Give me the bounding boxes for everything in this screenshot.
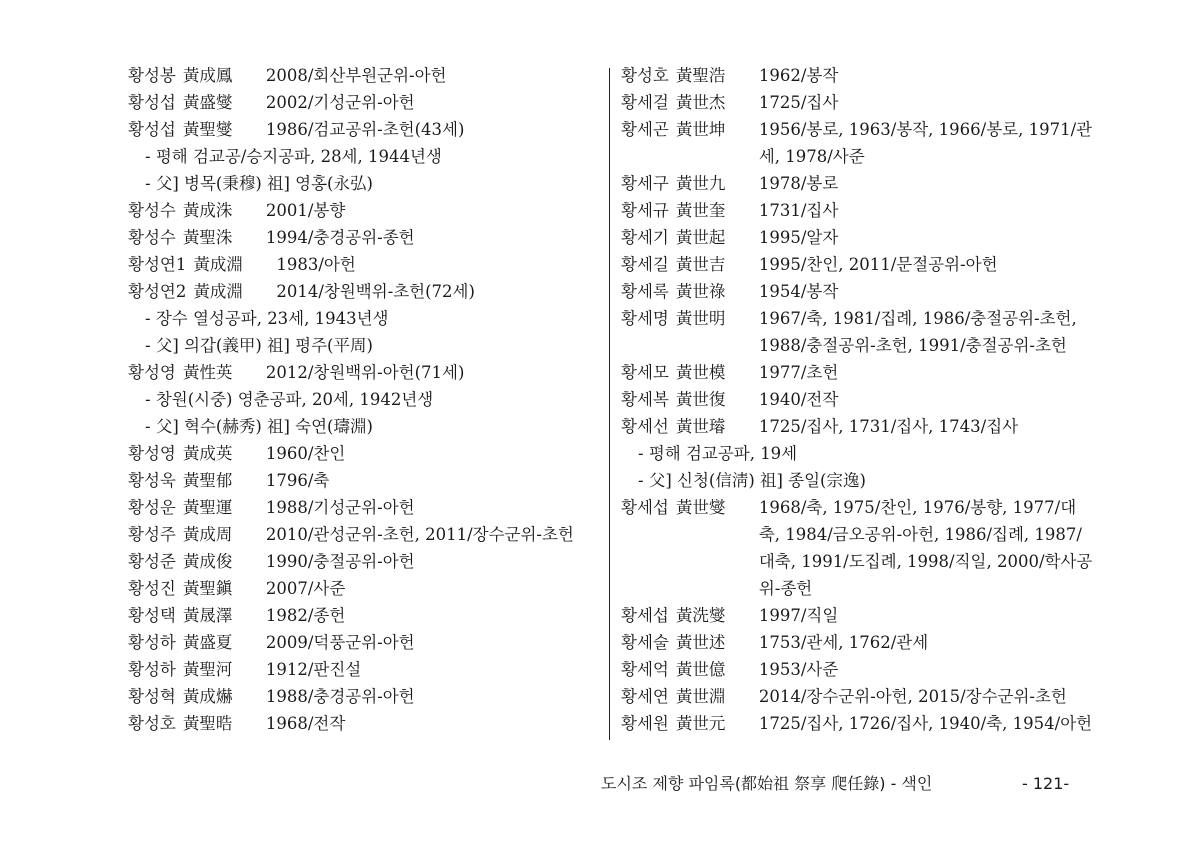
index-entry xyxy=(621,386,1096,413)
entry-hanja: 黃成周 xyxy=(182,525,233,544)
entry-hanja: 黃洗燮 xyxy=(675,606,726,625)
entry-name: 황성연1 xyxy=(128,255,187,274)
index-entry xyxy=(621,170,1096,197)
index-entry xyxy=(621,251,1096,278)
entry-record: 1994/충경공위-종헌 xyxy=(265,228,415,247)
entry-record: 1753/관세, 1762/관세 xyxy=(758,633,929,652)
entry-record: 1725/집사 xyxy=(758,93,839,112)
entry-hanja: 黃聖洙 xyxy=(182,228,233,247)
index-entry xyxy=(128,710,598,737)
index-entry xyxy=(128,278,598,305)
index-entry xyxy=(128,521,598,548)
entry-record: 1960/찬인 xyxy=(265,444,346,463)
entry-name: 황성연2 xyxy=(128,282,187,301)
index-entry xyxy=(128,197,598,224)
entry-hanja: 黃世杰 xyxy=(675,93,726,112)
index-entry xyxy=(128,602,598,629)
entry-name: 황성운 xyxy=(128,498,176,517)
entry-record: 2001/봉향 xyxy=(265,201,346,220)
entry-name: 황성주 xyxy=(128,525,176,544)
index-entry xyxy=(621,89,1096,116)
entry-record: 1968/전작 xyxy=(265,714,346,733)
index-entry xyxy=(128,224,598,251)
entry-hanja: 黃聖燮 xyxy=(182,120,233,139)
entry-record: 1725/집사, 1731/집사, 1743/집사 xyxy=(758,417,1019,436)
entry-name: 황성영 xyxy=(128,444,176,463)
entry-record: 1988/충경공위-아헌 xyxy=(265,687,415,706)
entry-hanja: 黃世復 xyxy=(675,390,726,409)
entry-hanja: 黃世起 xyxy=(675,228,726,247)
entry-name: 황성수 xyxy=(128,228,176,247)
index-entry xyxy=(128,116,598,143)
index-entry xyxy=(128,548,598,575)
entry-detail: - 父] 병목(秉穆) 祖] 영홍(永弘) xyxy=(145,174,373,193)
index-entry xyxy=(128,440,598,467)
entry-detail: - 父] 신청(信淸) 祖] 종일(宗逸) xyxy=(638,471,866,490)
entry-name: 황성호 xyxy=(621,66,669,85)
index-entry xyxy=(128,494,598,521)
entry-name: 황세규 xyxy=(621,201,669,220)
index-entry xyxy=(621,656,1096,683)
index-entry xyxy=(621,197,1096,224)
entry-record: 1990/충절공위-아헌 xyxy=(265,552,415,571)
entry-record: 1954/봉작 xyxy=(758,282,839,301)
entry-hanja: 黃世模 xyxy=(675,363,726,382)
index-entry xyxy=(621,62,1096,89)
entry-detail: - 父] 의갑(義甲) 祖] 평주(平周) xyxy=(145,336,373,355)
entry-name: 황세섭 xyxy=(621,606,669,625)
index-entry xyxy=(128,656,598,683)
entry-hanja: 黃聖晧 xyxy=(182,714,233,733)
entry-record: 2014/창원백위-초헌(72세) xyxy=(276,282,475,301)
entry-record: 1731/집사 xyxy=(758,201,839,220)
entry-hanja: 黃晟澤 xyxy=(182,606,233,625)
left-column xyxy=(128,62,598,737)
entry-name: 황세섭 xyxy=(621,498,669,517)
index-entry xyxy=(621,710,1096,737)
entry-hanja: 黃性英 xyxy=(182,363,233,382)
index-entry xyxy=(128,575,598,602)
entry-record: 1912/판진설 xyxy=(265,660,362,679)
entry-name: 황세술 xyxy=(621,633,669,652)
entry-record: 1725/집사, 1726/집사, 1940/축, 1954/아헌 xyxy=(758,714,1093,733)
entry-hanja: 黃成英 xyxy=(182,444,233,463)
entry-name: 황성준 xyxy=(128,552,176,571)
entry-record: 1982/종헌 xyxy=(265,606,346,625)
entry-name: 황성봉 xyxy=(128,66,176,85)
entry-record: 2007/사준 xyxy=(265,579,346,598)
entry-detail: - 평해 검교공파, 19세 xyxy=(638,444,798,463)
entry-detail: - 父] 혁수(赫秀) 祖] 숙연(璹淵) xyxy=(145,417,373,436)
entry-hanja: 黃聖浩 xyxy=(675,66,726,85)
entry-record: 1997/직일 xyxy=(758,606,839,625)
entry-record: 1986/검교공위-초헌(43세) xyxy=(265,120,465,139)
entry-hanja: 黃世祿 xyxy=(675,282,726,301)
entry-name: 황세명 xyxy=(621,309,669,328)
entry-record: 1796/축 xyxy=(265,471,330,490)
entry-record: 1953/사준 xyxy=(758,660,839,679)
index-entry xyxy=(621,494,1096,602)
entry-name: 황성섭 xyxy=(128,93,176,112)
right-column xyxy=(621,62,1096,737)
entry-record: 2008/회산부원군위-아헌 xyxy=(265,66,447,85)
entry-record: 1956/봉로, 1963/봉작, 1966/봉로, 1971/관세, 1978/사준 xyxy=(758,120,1093,166)
index-entry xyxy=(621,629,1096,656)
entry-detail: - 장수 열성공파, 23세, 1943년생 xyxy=(145,309,389,328)
entry-hanja: 黃成鳳 xyxy=(182,66,233,85)
index-entry xyxy=(128,62,598,89)
entry-record: 1988/기성군위-아헌 xyxy=(265,498,415,517)
entry-name: 황성진 xyxy=(128,579,176,598)
entry-record: 1977/초헌 xyxy=(758,363,839,382)
entry-record: 1995/알자 xyxy=(758,228,839,247)
index-entry xyxy=(128,89,598,116)
index-entry xyxy=(621,224,1096,251)
entry-name: 황세연 xyxy=(621,687,669,706)
index-entry xyxy=(621,278,1096,305)
index-entry xyxy=(128,359,598,386)
entry-detail: - 평해 검교공/승지공파, 28세, 1944년생 xyxy=(145,147,442,166)
entry-detail: - 창원(시중) 영춘공파, 20세, 1942년생 xyxy=(145,390,434,409)
index-entry xyxy=(621,602,1096,629)
entry-record: 1967/축, 1981/집례, 1986/충절공위-초헌, 1988/충절공위-초헌, 1991/충절공위-초헌 xyxy=(758,309,1077,355)
entry-hanja: 黃成俊 xyxy=(182,552,233,571)
entry-name: 황성택 xyxy=(128,606,176,625)
index-entry xyxy=(128,251,598,278)
entry-name: 황세걸 xyxy=(621,93,669,112)
entry-name: 황성수 xyxy=(128,201,176,220)
entry-hanja: 黃盛燮 xyxy=(182,93,233,112)
entry-hanja: 黃成淵 xyxy=(193,282,243,301)
entry-name: 황성하 xyxy=(128,633,176,652)
entry-record: 1983/아헌 xyxy=(276,255,356,274)
entry-name: 황세복 xyxy=(621,390,669,409)
index-entry xyxy=(621,413,1096,440)
index-entry xyxy=(621,359,1096,386)
entry-record: 2014/장수군위-아헌, 2015/장수군위-초헌 xyxy=(758,687,1067,706)
entry-name: 황세기 xyxy=(621,228,669,247)
entry-hanja: 黃世吉 xyxy=(675,255,726,274)
entry-name: 황세록 xyxy=(621,282,669,301)
entry-record: 1940/전작 xyxy=(758,390,839,409)
entry-hanja: 黃世述 xyxy=(675,633,726,652)
index-entry xyxy=(128,467,598,494)
entry-hanja: 黃世璿 xyxy=(675,417,726,436)
entry-hanja: 黃世億 xyxy=(675,660,726,679)
index-entry xyxy=(621,683,1096,710)
index-entry xyxy=(128,629,598,656)
entry-hanja: 黃成淵 xyxy=(193,255,243,274)
entry-name: 황성섭 xyxy=(128,120,176,139)
entry-hanja: 黃成洙 xyxy=(182,201,233,220)
footer-title: 도시조 제향 파임록(都始祖 祭享 爬任錄) - 색인 xyxy=(601,774,933,793)
entry-record: 2010/관성군위-초헌, 2011/장수군위-초헌 xyxy=(265,525,574,544)
entry-hanja: 黃盛夏 xyxy=(182,633,233,652)
entry-hanja: 黃聖鎭 xyxy=(182,579,233,598)
entry-hanja: 黃世九 xyxy=(675,174,726,193)
entry-name: 황세구 xyxy=(621,174,669,193)
page-number: - 121- xyxy=(1022,774,1070,793)
entry-record: 1995/찬인, 2011/문절공위-아헌 xyxy=(758,255,998,274)
entry-record: 1978/봉로 xyxy=(758,174,839,193)
entry-record: 2012/창원백위-아헌(71세) xyxy=(265,363,465,382)
entry-hanja: 黃世明 xyxy=(675,309,726,328)
entry-hanja: 黃世元 xyxy=(675,714,726,733)
index-entry xyxy=(621,305,1096,359)
entry-name: 황성호 xyxy=(128,714,176,733)
index-entry xyxy=(621,116,1096,170)
entry-name: 황세곤 xyxy=(621,120,669,139)
entry-name: 황세억 xyxy=(621,660,669,679)
entry-record: 2002/기성군위-아헌 xyxy=(265,93,415,112)
entry-hanja: 黃世奎 xyxy=(675,201,726,220)
entry-name: 황성영 xyxy=(128,363,176,382)
entry-hanja: 黃成爀 xyxy=(182,687,233,706)
entry-hanja: 黃世燮 xyxy=(675,498,726,517)
entry-name: 황성하 xyxy=(128,660,176,679)
entry-hanja: 黃聖河 xyxy=(182,660,233,679)
entry-hanja: 黃聖運 xyxy=(182,498,233,517)
column-divider xyxy=(609,68,610,740)
entry-name: 황성욱 xyxy=(128,471,176,490)
entry-record: 1962/봉작 xyxy=(758,66,839,85)
entry-hanja: 黃世淵 xyxy=(675,687,726,706)
entry-hanja: 黃世坤 xyxy=(675,120,726,139)
entry-name: 황세원 xyxy=(621,714,669,733)
entry-name: 황성혁 xyxy=(128,687,176,706)
entry-record: 2009/덕풍군위-아헌 xyxy=(265,633,415,652)
entry-name: 황세모 xyxy=(621,363,669,382)
entry-name: 황세선 xyxy=(621,417,669,436)
entry-name: 황세길 xyxy=(621,255,669,274)
entry-hanja: 黃聖郁 xyxy=(182,471,233,490)
entry-record: 1968/축, 1975/찬인, 1976/봉향, 1977/대축, 1984/금오공위-아헌, 1986/집례, 1987/대축, 1991/도집례, 1998/직일, 2000/학사공위-종헌 xyxy=(758,498,1093,598)
index-entry xyxy=(128,683,598,710)
